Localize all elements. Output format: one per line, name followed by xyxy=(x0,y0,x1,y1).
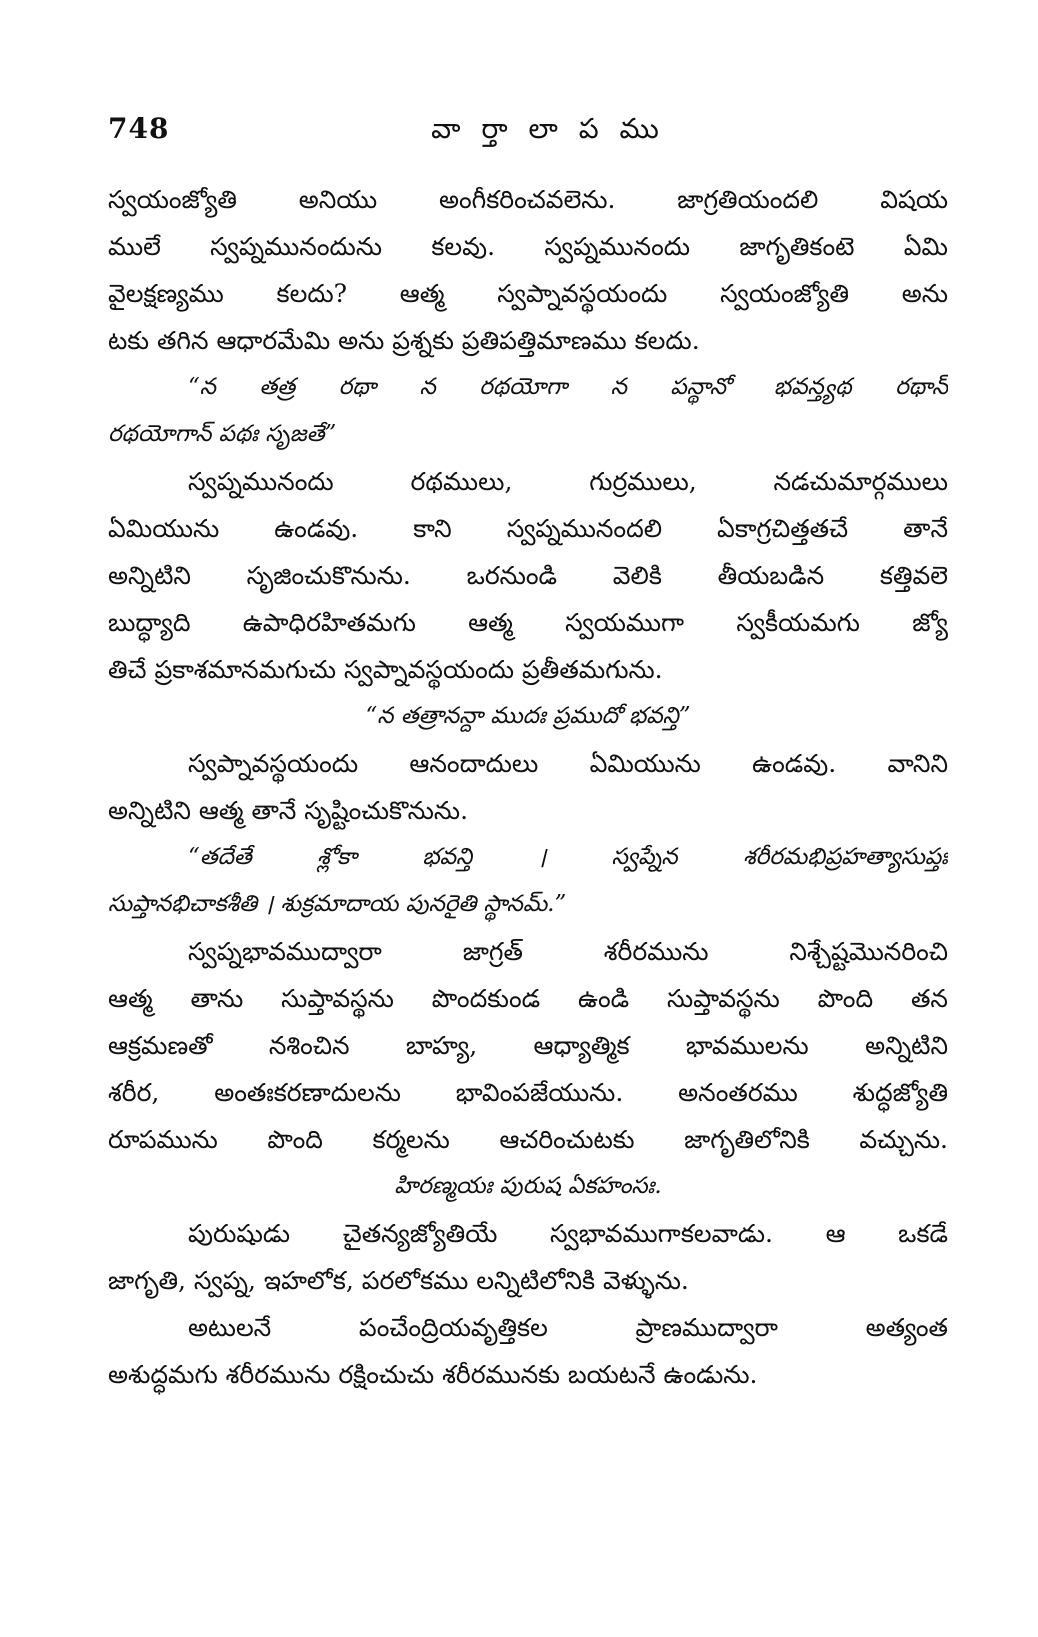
text-line: ములే స్వప్నమునందును కలవు. స్వప్నమునందు జాగృతికంటె ఏమి xyxy=(108,232,948,261)
body-text xyxy=(108,176,948,1398)
text-line: వైలక్షణ్యము కలదు? ఆత్మ స్వప్నావస్థయందు స్వయంజ్యోతి అను xyxy=(108,279,948,308)
text-line: స్వప్నమునందు రథములు, గుర్రములు, నడచుమార్గములు xyxy=(188,467,948,496)
sanskrit-quote-line: “తదేతే శ్లోకా భవన్తి । స్వప్నేన శరీరమభిప్రహత్యాసుప్తః xyxy=(188,844,948,870)
page-header xyxy=(108,112,948,152)
text-line: శరీర, అంతఃకరణాదులను భావింపజేయును. అనంతరము శుద్ధజ్యోతి xyxy=(108,1078,948,1107)
text-line: ఏమియును ఉండవు. కాని స్వప్నమునందలి ఏకాగ్రచిత్తతచే తానే xyxy=(108,514,948,543)
sanskrit-quote-line: “న తత్రానన్దా ముదః ప్రముదో భవన్తి” xyxy=(365,703,691,729)
text-line: ఆక్రమణతో నశించిన బాహ్య, ఆధ్యాత్మిక భావములను అన్నిటిని xyxy=(108,1031,948,1060)
sanskrit-quote-line: రథయోగాన్ పథః సృజతే” xyxy=(108,421,337,447)
text-line: తిచే ప్రకాశమానమగుచు స్వప్నావస్థయందు ప్రతీతమగును. xyxy=(108,655,663,684)
text-line: స్వయంజ్యోతి అనియు అంగీకరించవలెను. జాగ్రతియందలి విషయ xyxy=(108,185,948,214)
text-line: అన్నిటిని సృజించుకొనును. ఒరనుండి వెలికి తీయబడిన కత్తివలె xyxy=(108,561,948,590)
text-line: అటులనే పంచేంద్రియవృత్తికల ప్రాణముద్వారా అత్యంత xyxy=(188,1313,948,1342)
text-line: ఆత్మ తాను సుప్తావస్థను పొందకుండ ఉండి సుప్తావస్థను పొంది తన xyxy=(108,984,948,1013)
sanskrit-quote-line: “న తత్ర రథా న రథయోగా న పన్థానో భవన్త్యథ రథాన్ xyxy=(188,374,948,400)
text-line: స్వప్నావస్థయందు ఆనందాదులు ఏమియును ఉండవు. వానిని xyxy=(188,749,948,778)
sanskrit-quote-line: హిరణ్మయః పురుష ఏకహంసః. xyxy=(394,1173,662,1199)
running-title: వా ర్తా లా ప ము xyxy=(431,112,665,145)
text-line: అశుద్ధమగు శరీరమును రక్షించుచు శరీరమునకు బయటనే ఉండును. xyxy=(108,1360,758,1389)
text-line: రూపమును పొంది కర్మలను ఆచరించుటకు జాగృతిలోనికి వచ్చును. xyxy=(108,1125,948,1154)
text-line: అన్నిటిని ఆత్మ తానే సృష్టించుకొనును. xyxy=(108,796,469,825)
text-line: స్వప్నభావముద్వారా జాగ్రత్ శరీరమును నిశ్చేష్టమొనరించి xyxy=(188,937,948,966)
text-line: జాగృతి, స్వప్న, ఇహలోక, పరలోకము లన్నిటిలోనికి వెళ్ళును. xyxy=(108,1266,689,1295)
page-number: 748 xyxy=(108,112,170,145)
text-line: బుద్ధ్యాది ఉపాధిరహితమగు ఆత్మ స్వయముగా స్వకీయమగు జ్యో xyxy=(108,608,948,637)
text-line: టకు తగిన ఆధారమేమి అను ప్రశ్నకు ప్రతిపత్తిమాణము కలదు. xyxy=(108,326,700,355)
sanskrit-quote-line: సుప్తానభిచాకశీతి । శుక్రమాదాయ పునరైతి స్థానమ్.” xyxy=(108,891,567,917)
text-line: పురుషుడు చైతన్యజ్యోతియే స్వభావముగాకలవాడు. ఆ ఒకడే xyxy=(188,1219,948,1248)
